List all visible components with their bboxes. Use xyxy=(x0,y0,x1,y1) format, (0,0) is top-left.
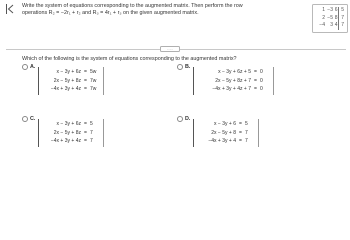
equation-lhs: x − 3y + 6z xyxy=(56,69,81,75)
equals-sign: = xyxy=(254,86,257,93)
equation-lhs: −4x + 3y + 4z xyxy=(50,86,81,93)
augmented-matrix xyxy=(312,4,348,33)
equation-lhs: x − 3y + 6z xyxy=(56,121,81,127)
radio-button[interactable] xyxy=(22,64,28,70)
equation-rhs: 7 xyxy=(245,138,248,145)
option-letter: D. xyxy=(185,115,191,122)
equation-rhs: 0 xyxy=(260,86,263,93)
matrix-cell: −5 xyxy=(327,14,333,21)
equation-lhs: x − 3y + 6 xyxy=(214,121,236,127)
option-b[interactable] xyxy=(177,64,287,106)
equation-rhs: 5w xyxy=(90,69,97,75)
equation-rhs: 0 xyxy=(260,77,263,84)
radio-button[interactable] xyxy=(177,64,183,70)
equation-row xyxy=(196,129,255,138)
equals-sign: = xyxy=(84,86,87,93)
equation-row xyxy=(41,85,100,94)
equation-lhs: 2x − 5y + 8z + 7 xyxy=(215,77,251,84)
equation-row xyxy=(196,77,270,86)
equation-rhs: 7w xyxy=(90,86,97,93)
matrix-row xyxy=(316,22,344,30)
equation-row xyxy=(41,68,100,77)
equation-lhs: x − 3y + 6z + 5 xyxy=(218,69,251,75)
instruction-line-2: operations R₂ = −2r₁ + r₂ and R₃ = 4r₁ + r₃ on the given augmented matrix. xyxy=(22,10,199,16)
equals-sign: = xyxy=(254,69,257,75)
equation-rhs: 0 xyxy=(260,69,263,75)
option-a[interactable] xyxy=(22,64,132,106)
question-text: Which of the following is the system of equations corresponding to the augmented matrix? xyxy=(22,56,237,62)
instruction-line-1: Write the system of equations corresponding to the augmented matrix. Then perform the row xyxy=(22,3,243,9)
equation-row xyxy=(41,77,100,86)
matrix-cell: 5 xyxy=(338,7,344,15)
matrix-cell: 2 xyxy=(322,14,325,21)
equation-lhs: −4x + 3y + 4z xyxy=(50,138,81,145)
back-button[interactable] xyxy=(5,3,17,15)
equation-row xyxy=(196,137,255,146)
matrix-cell: −3 xyxy=(327,7,333,13)
equation-system xyxy=(38,119,104,147)
chevron-left-icon xyxy=(7,4,14,14)
matrix-row xyxy=(316,7,344,15)
matrix-table xyxy=(316,7,344,30)
matrix-cell: 8 xyxy=(334,14,338,21)
equals-sign: = xyxy=(84,129,87,136)
equation-lhs: 2x − 5y + 8z xyxy=(53,77,81,84)
radio-button[interactable] xyxy=(22,116,28,122)
equation-rhs: 5 xyxy=(90,121,93,127)
matrix-row xyxy=(316,15,344,23)
equation-row xyxy=(196,68,270,77)
equals-sign: = xyxy=(239,138,242,145)
equation-rhs: 7 xyxy=(90,129,93,136)
matrix-cell: 4 xyxy=(334,22,338,28)
equation-system xyxy=(38,67,104,95)
equation-row xyxy=(196,85,270,94)
option-letter: B. xyxy=(185,63,191,70)
equation-rhs: 7 xyxy=(245,129,248,136)
equation-lhs: 2x − 5y + 8 xyxy=(211,129,236,136)
equals-sign: = xyxy=(84,121,87,127)
matrix-cell: 6 xyxy=(334,7,338,13)
equation-system xyxy=(193,67,274,95)
expand-button[interactable]: ..... xyxy=(160,46,180,52)
radio-button[interactable] xyxy=(177,116,183,122)
matrix-cell: 7 xyxy=(338,22,344,30)
equation-lhs: −4x + 3y + 4 xyxy=(208,138,236,145)
equation-system xyxy=(193,119,259,147)
option-letter: C. xyxy=(30,115,36,122)
equation-lhs: 2x − 5y + 8z xyxy=(53,129,81,136)
equals-sign: = xyxy=(254,77,257,84)
option-c[interactable] xyxy=(22,116,132,158)
equals-sign: = xyxy=(239,129,242,136)
equation-lhs: −4x + 3y + 4z + 7 xyxy=(212,86,251,93)
equals-sign: = xyxy=(84,69,87,75)
equation-rhs: 7w xyxy=(90,77,97,84)
equation-row xyxy=(41,129,100,138)
matrix-cell: 3 xyxy=(330,22,333,28)
equals-sign: = xyxy=(84,138,87,145)
equals-sign: = xyxy=(84,77,87,84)
equation-row xyxy=(41,137,100,146)
option-d[interactable] xyxy=(177,116,287,158)
equation-row xyxy=(196,120,255,129)
equation-rhs: 5 xyxy=(245,121,248,127)
matrix-cell: 7 xyxy=(338,15,344,23)
option-letter: A. xyxy=(30,63,36,70)
matrix-cell: 1 xyxy=(322,7,325,13)
equals-sign: = xyxy=(239,121,242,127)
equation-rhs: 7 xyxy=(90,138,93,145)
matrix-cell: −4 xyxy=(319,22,325,28)
instructions xyxy=(22,3,322,17)
equation-row xyxy=(41,120,100,129)
